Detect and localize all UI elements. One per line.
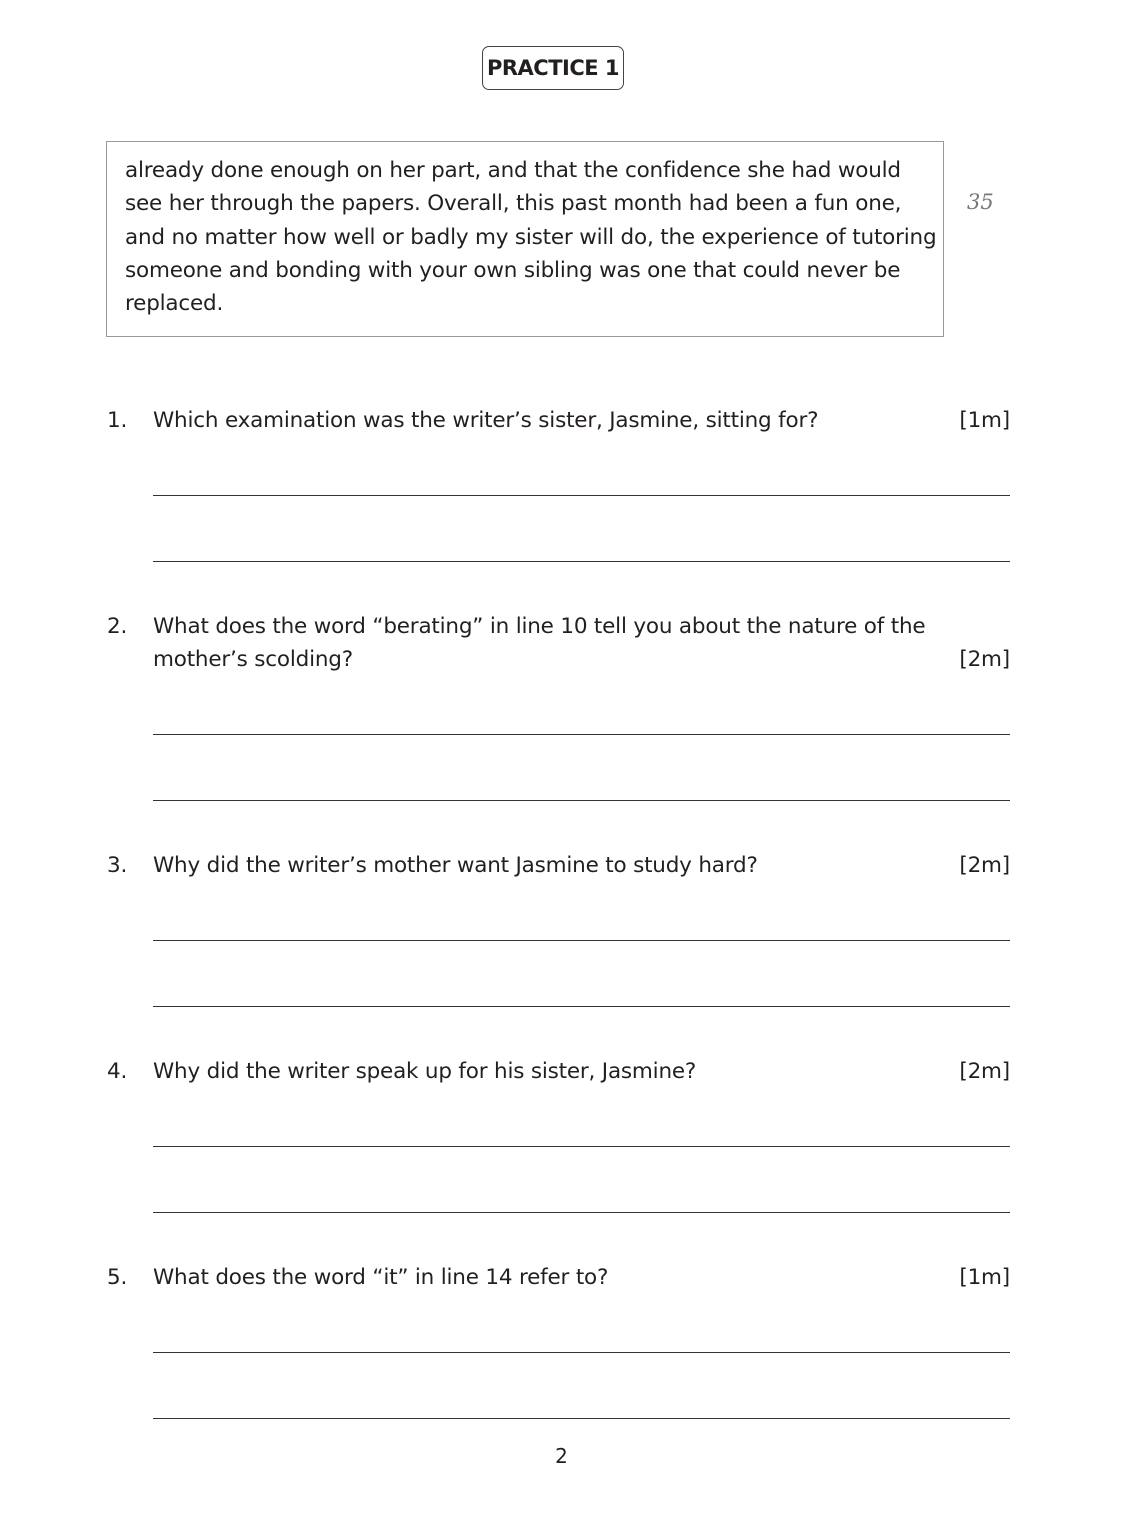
answer-line[interactable] <box>153 940 1010 941</box>
question-3 <box>107 849 1010 882</box>
question-number: 2. <box>107 614 128 639</box>
question-text: Why did the writer speak up for his sister, Jasmine? <box>153 1059 697 1084</box>
question-number: 5. <box>107 1265 128 1290</box>
passage-line: replaced. <box>125 291 224 317</box>
question-5 <box>107 1261 1010 1294</box>
passage-line: and no matter how well or badly my sister will do, the experience of tutoring <box>125 224 937 250</box>
answer-line[interactable] <box>153 1352 1010 1353</box>
line-number: 35 <box>967 190 994 214</box>
question-1 <box>107 404 1010 437</box>
practice-title: PRACTICE 1 <box>482 46 624 90</box>
answer-line[interactable] <box>153 1006 1010 1007</box>
question-number: 4. <box>107 1059 128 1084</box>
question-2 <box>107 610 1010 676</box>
question-marks: [2m] <box>959 647 1010 672</box>
answer-line[interactable] <box>153 734 1010 735</box>
question-text: Why did the writer’s mother want Jasmine to study hard? <box>153 853 758 878</box>
answer-line[interactable] <box>153 495 1010 496</box>
question-text: What does the word “it” in line 14 refer to? <box>153 1265 609 1290</box>
question-text: Which examination was the writer’s sister, Jasmine, sitting for? <box>153 408 819 433</box>
passage-line: see her through the papers. Overall, this past month had been a fun one, <box>125 191 902 217</box>
question-4 <box>107 1055 1010 1088</box>
answer-line[interactable] <box>153 1212 1010 1213</box>
answer-line[interactable] <box>153 1418 1010 1419</box>
passage-line: already done enough on her part, and that the confidence she had would <box>125 158 901 183</box>
passage-line: someone and bonding with your own sibling was one that could never be <box>125 257 901 283</box>
question-marks: [2m] <box>959 1059 1010 1084</box>
passage-box <box>106 141 944 337</box>
question-marks: [2m] <box>959 853 1010 878</box>
question-marks: [1m] <box>959 408 1010 433</box>
page-number: 2 <box>555 1444 568 1468</box>
question-number: 3. <box>107 853 128 878</box>
question-marks: [1m] <box>959 1265 1010 1290</box>
answer-line[interactable] <box>153 1146 1010 1147</box>
question-text: What does the word “berating” in line 10 tell you about the nature of the mother’s scolding? <box>153 614 926 672</box>
answer-line[interactable] <box>153 561 1010 562</box>
question-number: 1. <box>107 408 128 433</box>
answer-line[interactable] <box>153 800 1010 801</box>
